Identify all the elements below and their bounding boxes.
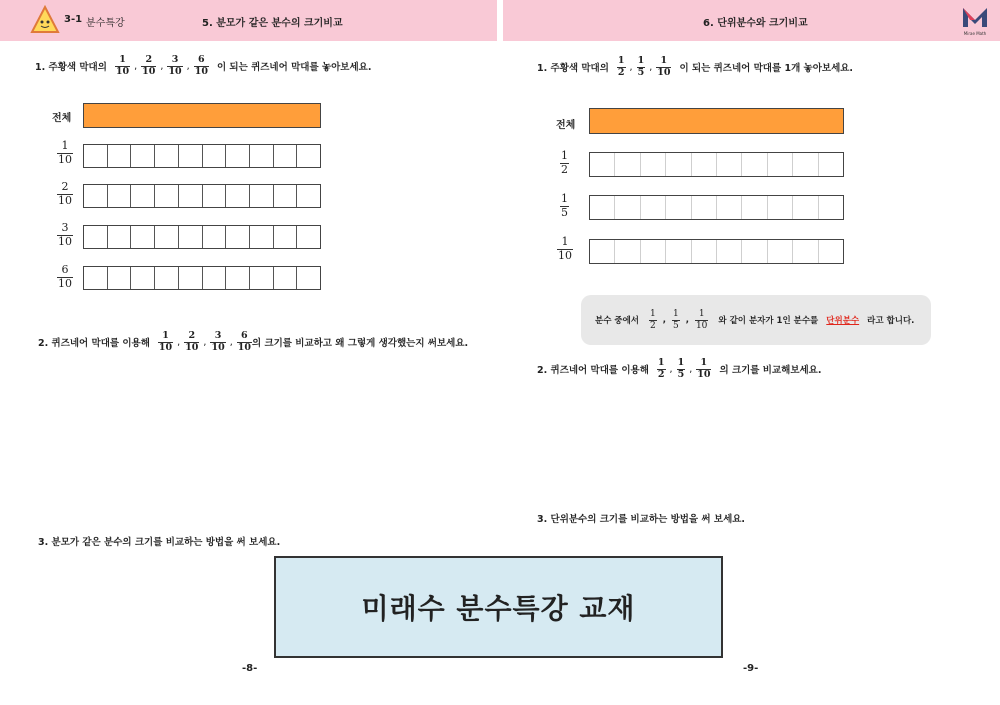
fraction: $\frac{2}{10}$ xyxy=(142,54,156,77)
row-fraction-label: $\frac{1}{10}$ xyxy=(558,235,572,262)
fraction: $\frac{3}{10}$ xyxy=(168,54,182,77)
cuisenaire-bar-row[interactable] xyxy=(83,266,321,290)
row-fraction-label: $\frac{2}{10}$ xyxy=(58,180,72,207)
whole-orange-bar xyxy=(589,108,844,134)
row-fraction-label: $\frac{3}{10}$ xyxy=(58,221,72,248)
textbook-title-banner: 미래수 분수특강 교재 xyxy=(274,556,723,658)
row-fraction-label: $\frac{1}{5}$ xyxy=(561,192,568,219)
fraction: $\frac{1}{5}$ xyxy=(672,309,679,331)
fraction: $\frac{1}{10}$ xyxy=(158,330,173,353)
right-header xyxy=(503,0,1000,41)
fraction: $\frac{1}{10}$ xyxy=(697,357,711,380)
page-number-right: -9- xyxy=(743,663,759,674)
fraction: $\frac{6}{10}$ xyxy=(194,54,208,77)
fraction: $\frac{1}{10}$ xyxy=(657,55,671,78)
whole-label: 전체 xyxy=(556,120,576,131)
fraction: $\frac{1}{5}$ xyxy=(637,55,645,78)
triangle-mascot-icon xyxy=(30,5,60,35)
fraction: $\frac{1}{10}$ xyxy=(115,54,130,77)
logo-text: Mirae Math xyxy=(963,31,987,36)
fraction: $\frac{3}{10}$ xyxy=(211,330,225,353)
fraction: $\frac{1}{5}$ xyxy=(677,357,685,380)
course-name: 분수특강 xyxy=(86,18,125,29)
row-fraction-label: $\frac{1}{2}$ xyxy=(561,149,568,176)
unit-fraction-answer: 단위분수 xyxy=(826,316,860,326)
fraction: $\frac{1}{2}$ xyxy=(650,309,656,331)
right-page-title: 6. 단위분수와 크기비교 xyxy=(703,18,808,29)
left-question-3: 3. 분모가 같은 분수의 크기를 비교하는 방법을 써 보세요. xyxy=(38,537,281,548)
left-question-1: 1. 주황색 막대의 $\frac{1}{10}$ , $\frac{2}{10}$ , $\frac{3}{10}$ , $\frac{6}{10}$ 이 되는 퀴즈네어 막대를 놓아보세요. xyxy=(35,54,372,77)
unit-fraction-note: 분수 중에서 $\frac{1}{2}$ , $\frac{1}{5}$ , $\frac{1}{10}$ 와 같이 분자가 1인 분수를 단위분수 라고 합니다. xyxy=(581,295,931,345)
logo-m-icon xyxy=(962,6,988,28)
right-question-2: 2. 퀴즈네어 막대를 이용해 $\frac{1}{2}$ , $\frac{1}{5}$ , $\frac{1}{10}$ 의 크기를 비교해보세요. xyxy=(537,357,822,380)
row-fraction-label: $\frac{6}{10}$ xyxy=(58,263,72,290)
fraction: $\frac{1}{2}$ xyxy=(657,357,665,380)
cuisenaire-bar-row[interactable] xyxy=(589,152,844,177)
cuisenaire-bar-row[interactable] xyxy=(83,184,321,208)
mirae-math-logo xyxy=(958,6,992,36)
cuisenaire-bar-row[interactable] xyxy=(83,144,321,168)
fraction: $\frac{1}{2}$ xyxy=(617,55,625,78)
cuisenaire-bar-row[interactable] xyxy=(589,195,844,220)
page-number-left: -8- xyxy=(242,663,258,674)
unit-number: 3-1 xyxy=(64,14,83,25)
cuisenaire-bar-row[interactable] xyxy=(589,239,844,264)
whole-label: 전체 xyxy=(52,113,72,124)
right-question-1: 1. 주황색 막대의 $\frac{1}{2}$ , $\frac{1}{5}$ , $\frac{1}{10}$ 이 되는 퀴즈네어 막대를 1개 놓아보세요. xyxy=(537,55,854,78)
left-page-title: 5. 분모가 같은 분수의 크기비교 xyxy=(202,18,343,29)
fraction: $\frac{2}{10}$ xyxy=(185,330,199,353)
cuisenaire-bar-row[interactable] xyxy=(83,225,321,249)
fraction: $\frac{6}{10}$ xyxy=(237,330,251,353)
left-question-2: 2. 퀴즈네어 막대를 이용해 $\frac{1}{10}$ , $\frac{2}{10}$ , $\frac{3}{10}$ , $\frac{6}{10}$ 의 크기를 비교하고 왜 그렇게 생각했는지 써보세요. xyxy=(38,330,469,353)
right-question-3: 3. 단위분수의 크기를 비교하는 방법을 써 보세요. xyxy=(537,514,746,525)
fraction: $\frac{1}{10}$ xyxy=(695,309,708,331)
left-header xyxy=(0,0,497,41)
row-fraction-label: $\frac{1}{10}$ xyxy=(58,139,72,166)
whole-orange-bar xyxy=(83,103,321,128)
